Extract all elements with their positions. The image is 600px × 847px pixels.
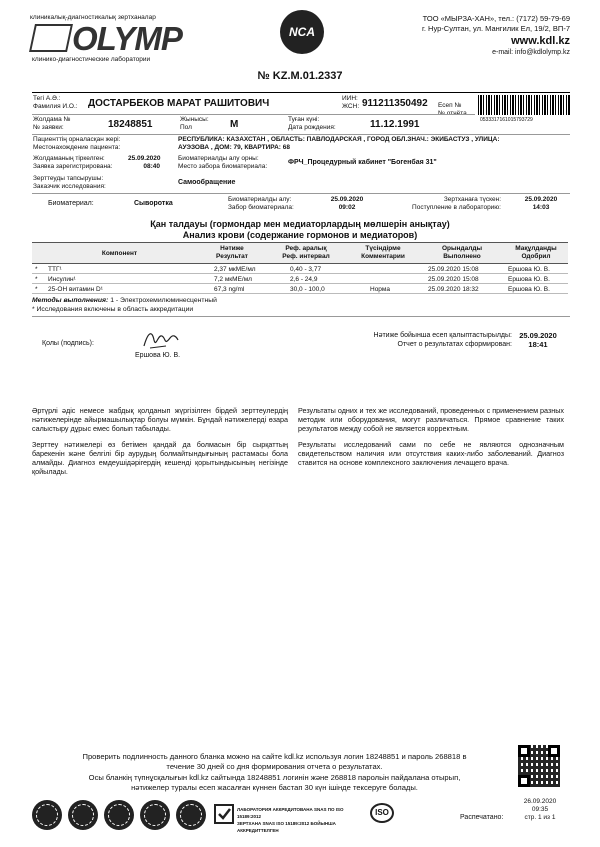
disclaimer-ru-1: Результаты одних и тех же исследований, проведенных с применением разных методик или оборудования, могут различаться. Прямое сравнение таких результатов между собой не является корректным. [298,406,564,433]
table-row [32,275,568,284]
signature-image [140,326,180,352]
row-name: 25-OH витамин D¹ [48,286,103,293]
logo-top-text: клиникалық-диагностикалық зертханалар [30,14,156,21]
verify-text: Проверить подлинность данного бланка можно на сайте kdl.kz используя логин 18248851 и пароль 268818 в течение 30 дней со дня формирования отчета о результатах. Осы бланкің түпнұсқалығын kdl.kz сайтында 18248851 логинін және 268818 парольін пайдалана отырып, нәтижелер туралы есеп жасалған күннен бастап 30 күн ішінде тексеруге болады. [82,752,467,792]
row-result: 67,3 ng/ml [214,286,245,293]
biomaterial-label: Биоматериал: [48,200,94,207]
row-done: 25.09.2020 15:08 [428,266,479,273]
accreditation-text: ЛАБОРАТОРИЯ АККРЕДИТОВАНА SNAS ПО ISO 15189:2012 ЗЕРТХАНА SNAS ISO 15189:2012 БОЙЫНША АККРЕДИТТЕЛГЕН [237,807,344,833]
row-result: 2,37 мкМЕ/мл [214,266,256,273]
order-label: Жолдама № № заявки: [33,116,71,131]
location-value: РЕСПУБЛИКА: КАЗАХСТАН , ОБЛАСТЬ: ПАВЛОДАРСКАЯ , ГОРОД ОБЛ.ЗНАЧ.: ЭКИБАСТУЗ , УЛИЦА: АУЭЗОВА , ДОМ: 79, КВАРТИРА: 68 [178,136,500,151]
row-mark: * [35,276,38,283]
printed-label: Распечатано: [460,814,504,821]
printed-info: 26.09.2020 09:35 стр. 1 из 1 [523,798,557,821]
sex-label: Жынысы: Пол [180,116,209,131]
biomaterial-value: Сыворотка [134,200,173,207]
company-info [320,14,570,58]
collect-place-label: Биоматериалды алу орны: Место забора биоматериала: [178,155,268,170]
report-label: Есеп № № отчёта [438,102,467,117]
logo [30,14,200,64]
customer-value: Самообращение [178,179,236,186]
disclaimer-ru-2: Результаты исследований сами по себе не являются однозначным свидетельством наличия или отсутствия каких-либо заболеваний. Диагноз ставится на основе комплексного заключения лечащего врача. [298,440,564,467]
qr-corner [518,745,530,757]
report-barcode [478,95,570,115]
row-ref: 30,0 - 100,0 [290,286,325,293]
col-done: Орындалды Выполнено [441,245,483,260]
cert-number: № KZ.M.01.2337 [257,70,343,82]
received-label: Зертханаға түскен: Поступление в лабораторию: [412,196,501,211]
col-approved: Мақұлданды Одобрил [515,245,557,260]
row-mark: * [35,266,38,273]
qr-corner [548,745,560,757]
row-approved: Ершова Ю. В. [508,286,550,293]
analysis-title-ru: Анализ крови (содержание гормонов и медиаторов) [182,230,418,240]
award-badge-icon [104,800,134,830]
methods-note [32,297,217,304]
location-label: Пациенттің орналасқан жері: Местонахождение пациента: [33,136,121,151]
award-badge-icon [140,800,170,830]
registered-value: 25.09.2020 08:40 [128,155,161,170]
checkmark-icon [214,804,234,824]
birth-label: Туған күні: Дата рождения: [288,116,336,131]
nca-logo-text: NCA [289,25,315,39]
company-name: ТОО «МЫРЗА-ХАН», тел.: (7172) 59-79-69 [422,14,570,23]
analysis-title-kz: Қан талдауы (гормондар мен медиаторлардың мөлшерін анықтау) [150,219,450,229]
row-ref: 2,6 - 24,9 [290,276,318,283]
row-result: 7,2 мкМЕ/мл [214,276,252,283]
table-row [32,265,568,274]
sex-value: М [230,119,239,130]
received-value: 25.09.2020 14:03 [524,196,558,211]
logo-name: OLYMP [72,20,182,57]
formed-value: 25.09.2020 18:41 [519,331,557,349]
disclaimer-kz-2: Зерттеу нәтижелері өз бетімен қандай да болмасын бір сырқаттың барекенін және белгілі бір аурудың болмайтындығының растамасы бола алмайды. Диагноз емдеушідәрігердің кешенді қорытындысының негізінде қойылады. [32,440,288,476]
row-approved: Ершова Ю. В. [508,266,550,273]
disclaimer-kz-1: Әртүрлі әдіс немесе жабдық қолданып жүргізілген бірдей зерттеулердің нәтижелерінде айырмашылықтар болуы мүмкін. Бұндай нәтижелерді өзара салыстыру дұрыс емес болып табылады. [32,406,288,433]
collect-place-value: ФРЧ_Процедурный кабинет "Богенбая 31" [288,159,437,166]
birth-value: 11.12.1991 [370,119,420,130]
patient-name: ДОСТАРБЕКОВ МАРАТ РАШИТОВИЧ [88,98,270,109]
table-row [32,285,568,294]
row-ref: 0,40 - 3,77 [290,266,322,273]
order-number: 18248851 [108,119,153,130]
row-mark: * [35,286,38,293]
logo-mark-icon [29,24,73,52]
row-done: 25.09.2020 15:08 [428,276,479,283]
barcode-number: 0533317161015793729 [480,117,533,123]
award-badge-icon [176,800,206,830]
methods-label: Методы выполнения: [32,297,109,304]
collect-date-value: 25.09.2020 09:02 [330,196,364,211]
col-ref: Реф. аралық Реф. интервал [282,245,330,260]
registered-label: Жолдаманың тіркелген: Заявка зарегистрирована: [33,155,113,170]
row-approved: Ершова Ю. В. [508,276,550,283]
nca-logo [280,10,324,54]
name-label: Тегі А.Ә.: Фамилия И.О.: [33,95,78,110]
col-comment: Түсіндірме Комментарии [361,245,405,260]
iin-label: ИИН: ЖСН: [342,95,360,110]
award-badge-icon [68,800,98,830]
award-badge-icon [32,800,62,830]
logo-bottom-text: клинико-диагностические лаборатории [32,56,151,63]
formed-label: Нәтиже бойынша есеп қалыптастырылды: Отчет о результатах сформирован: [373,332,512,348]
company-address: г. Нур-Султан, ул. Мангилик Ел, 19/2, ВП-7 [422,24,570,33]
signature-label: Қолы (подпись): [42,340,94,347]
row-comment: Норма [370,286,391,293]
results-table-header [32,242,568,264]
col-component: Компонент [101,250,138,257]
row-done: 25.09.2020 18:32 [428,286,479,293]
patient-iin: 911211350492 [362,98,428,109]
accreditation-note: * Исследования включены в область аккредитации [32,306,194,313]
methods-value: 1 - Электрохемилюминесцентный [110,297,217,304]
row-name: ТТГ¹ [48,266,62,273]
collect-date-label: Биоматериалды алу: Забор биоматериала: [228,196,294,211]
company-email[interactable]: e-mail: info@kdlolymp.kz [492,49,570,56]
customer-label: Зерттеуды тапсырушы: Заказчик исследования: [33,175,106,190]
iso-logo: ISO [370,803,394,823]
qr-corner [518,775,530,787]
company-website[interactable]: www.kdl.kz [511,35,570,47]
signer-name: Ершова Ю. В. [135,352,181,359]
row-name: Инсулин¹ [48,276,76,283]
col-result: Нәтиже Результат [216,245,248,260]
